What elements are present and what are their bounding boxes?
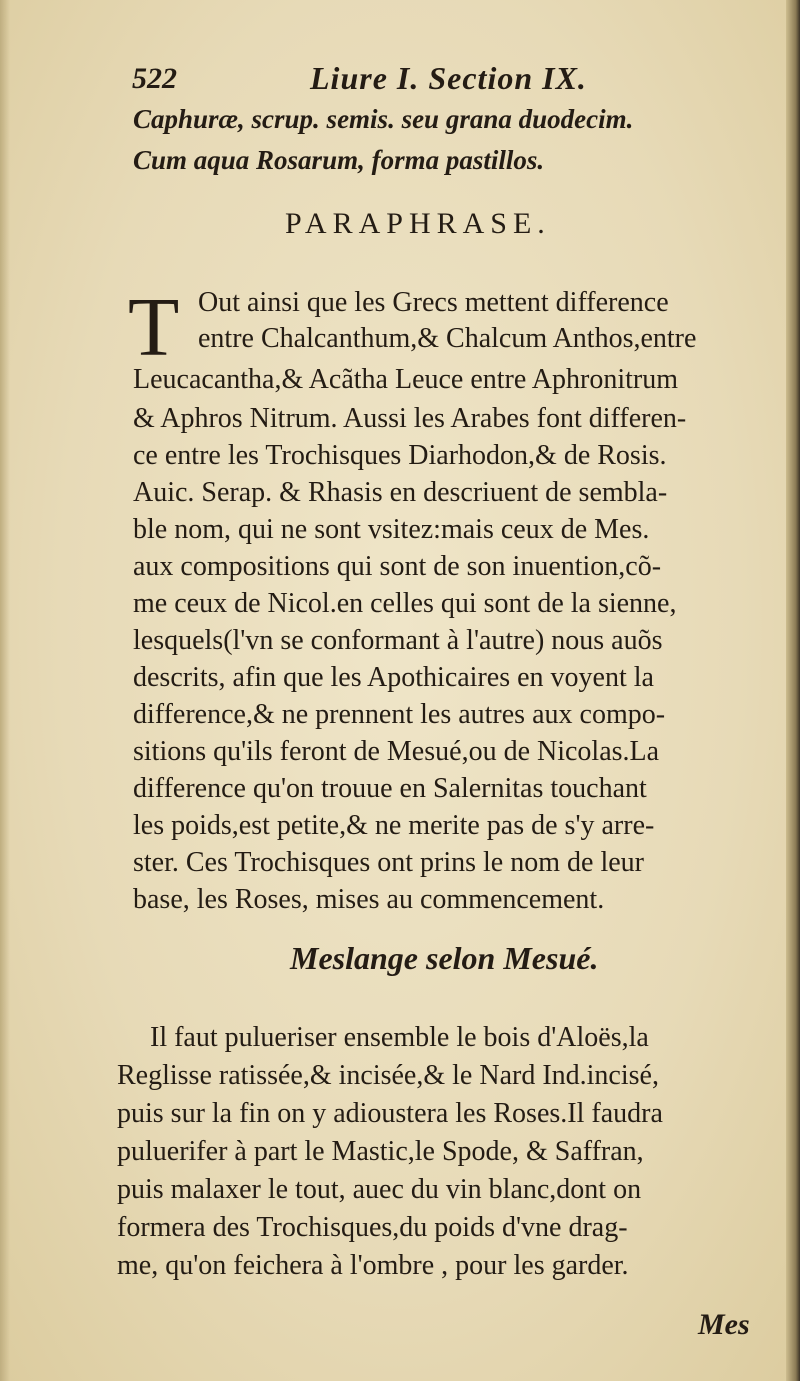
paraphrase-line: & Aphros Nitrum. Aussi les Arabes font differen- (133, 403, 687, 434)
paraphrase-line: ster. Ces Trochisques ont prins le nom de leur (133, 847, 644, 878)
preparation-line: puis sur la fin on y adioustera les Roses.Il faudra (117, 1098, 663, 1129)
paraphrase-line: sitions qu'ils feront de Mesué,ou de Nicolas.La (133, 736, 660, 767)
preparation-line: Il faut pulueriser ensemble le bois d'Aloës,la (150, 1022, 649, 1053)
paraphrase-line: Leucacantha,& Acãtha Leuce entre Aphronitrum (133, 364, 678, 395)
paraphrase-line: lesquels(l'vn se conformant à l'autre) nous auõs (133, 625, 663, 656)
paraphrase-line: me ceux de Nicol.en celles qui sont de la sienne, (133, 588, 677, 619)
preparation-line: formera des Trochisques,du poids d'vne drag- (117, 1212, 628, 1243)
paraphrase-line: base, les Roses, mises au commencement. (133, 884, 605, 915)
paraphrase-line: Out ainsi que les Grecs mettent difference (198, 287, 669, 318)
page-left-margin-shadow (0, 0, 10, 1381)
section-title: PARAPHRASE. (285, 207, 551, 240)
subsection-title: Meslange selon Mesué. (290, 940, 599, 976)
preparation-line: puis malaxer le tout, auec du vin blanc,dont on (117, 1174, 642, 1205)
drop-cap: T (128, 281, 180, 374)
paraphrase-line: ble nom, qui ne sont vsitez:mais ceux de Mes. (133, 514, 650, 545)
page-number: 522 (132, 62, 177, 95)
paraphrase-line: difference qu'on trouue en Salernitas touchant (133, 773, 647, 804)
paraphrase-line: Auic. Serap. & Rhasis en descriuent de sembla- (133, 477, 668, 508)
paraphrase-line: descrits, afin que les Apothicaires en voyent la (133, 662, 654, 693)
preparation-line: puluerifer à part le Mastic,le Spode, & Saffran, (117, 1136, 644, 1167)
preparation-line: Reglisse ratissée,& incisée,& le Nard Ind.incisé, (117, 1060, 659, 1091)
preparation-line: me, qu'on feichera à l'ombre , pour les garder. (117, 1250, 629, 1281)
page-binding-edge (786, 0, 800, 1381)
paraphrase-line: aux compositions qui sont de son inuention,cõ- (133, 551, 662, 582)
formula-line: Caphuræ, scrup. semis. seu grana duodecim. (133, 104, 634, 134)
paraphrase-line: les poids,est petite,& ne merite pas de s'y arre- (133, 810, 655, 841)
catchword: Mes (698, 1308, 750, 1341)
paraphrase-line: difference,& ne prennent les autres aux compo- (133, 699, 666, 730)
paraphrase-line: ce entre les Trochisques Diarhodon,& de Rosis. (133, 440, 667, 471)
formula-line: Cum aqua Rosarum, forma pastillos. (133, 145, 545, 175)
running-title: Liure I. Section IX. (310, 60, 587, 96)
paraphrase-line: entre Chalcanthum,& Chalcum Anthos,entre (198, 323, 697, 354)
